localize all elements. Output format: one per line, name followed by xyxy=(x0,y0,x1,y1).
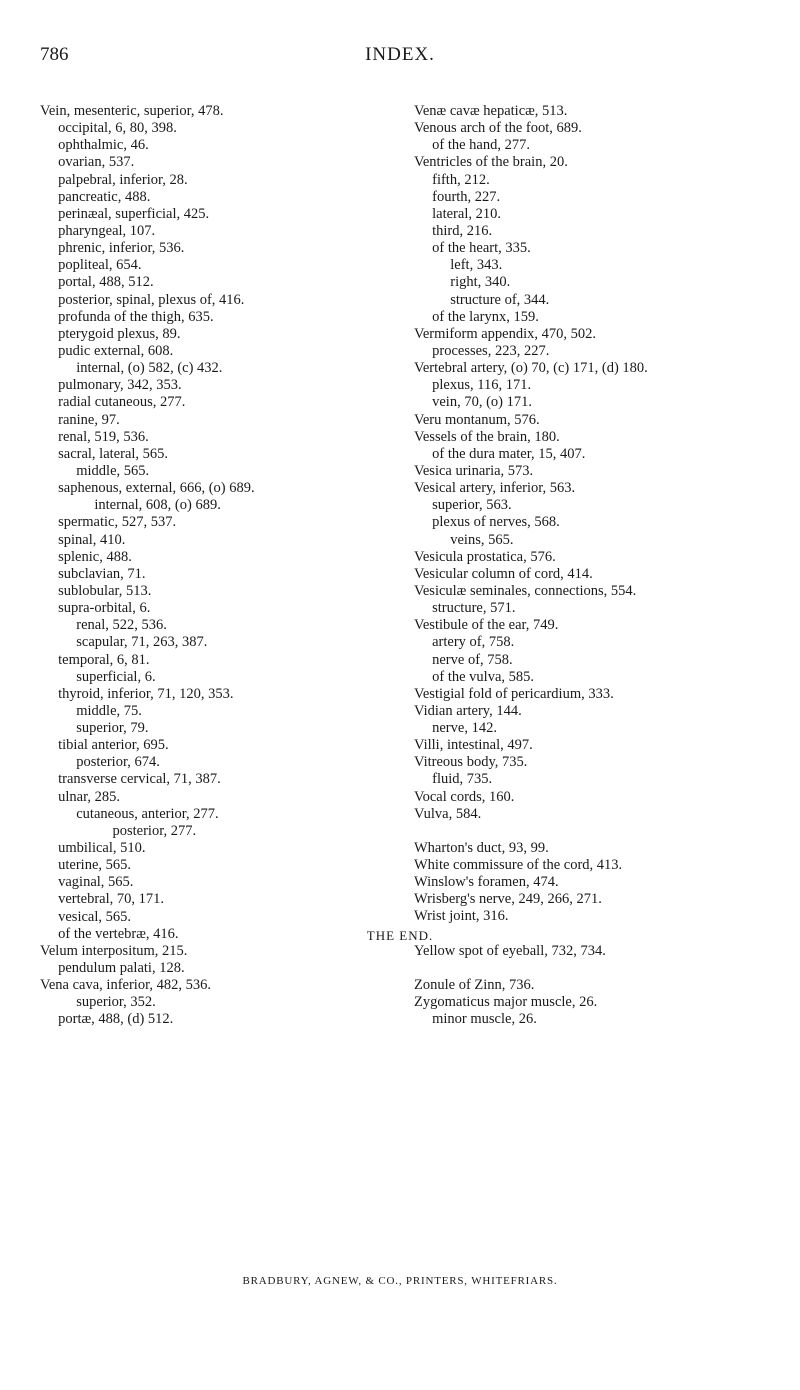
index-entry: palpebral, inferior, 28. xyxy=(40,171,188,188)
index-entry: White commissure of the cord, 413. xyxy=(414,857,623,874)
index-entry: internal, 608, (o) 689. xyxy=(40,497,221,514)
index-entry: fifth, 212. xyxy=(414,171,490,188)
index-entry: superior, 79. xyxy=(40,720,149,737)
index-entry: profunda of the thigh, 635. xyxy=(40,308,214,325)
index-entry: Vesica urinaria, 573. xyxy=(414,462,534,479)
index-entry: Ventricles of the brain, 20. xyxy=(414,154,568,171)
index-entry: sacral, lateral, 565. xyxy=(40,445,169,462)
index-entry: thyroid, inferior, 71, 120, 353. xyxy=(40,685,234,702)
index-entry: spinal, 410. xyxy=(40,531,126,548)
index-entry: Vein, mesenteric, superior, 478. xyxy=(40,103,224,119)
the-end-text: THE END. xyxy=(366,928,434,943)
index-entry: renal, 519, 536. xyxy=(40,428,149,445)
index-entry: vesical, 565. xyxy=(40,908,132,925)
index-entry: Vermiform appendix, 470, 502. xyxy=(414,325,597,342)
index-entry: Vesicular column of cord, 414. xyxy=(414,565,593,582)
index-entry: Vestibule of the ear, 749. xyxy=(414,617,559,634)
index-entry: pendulum palati, 128. xyxy=(40,960,185,977)
index-entry: lateral, 210. xyxy=(414,205,501,222)
index-entry: structure of, 344. xyxy=(414,291,550,308)
index-entry: pharyngeal, 107. xyxy=(40,222,156,239)
index-entry: Vertebral artery, (o) 70, (c) 171, (d) 180. xyxy=(414,360,648,377)
index-entry: nerve of, 758. xyxy=(414,651,513,668)
index-entry: Wrist joint, 316. xyxy=(414,908,509,925)
index-entry: fourth, 227. xyxy=(414,188,501,205)
index-spacer xyxy=(414,823,794,840)
index-entry: vein, 70, (o) 171. xyxy=(414,394,532,411)
index-entry: saphenous, external, 666, (o) 689. xyxy=(40,480,255,497)
index-entry: Vesical artery, inferior, 563. xyxy=(414,480,576,497)
index-entry: posterior, 674. xyxy=(40,754,160,771)
index-entry: Zygomaticus major muscle, 26. xyxy=(414,993,598,1010)
printer-imprint: BRADBURY, AGNEW, & CO., PRINTERS, WHITEFRIARS. xyxy=(242,1275,558,1287)
index-entry: ophthalmic, 46. xyxy=(40,137,149,154)
index-entry: left, 343. xyxy=(414,257,503,274)
index-entry: structure, 571. xyxy=(414,600,516,617)
index-entry: of the larynx, 159. xyxy=(414,308,539,325)
index-entry: of the hand, 277. xyxy=(414,137,530,154)
index-entry: plexus of nerves, 568. xyxy=(414,514,560,531)
index-entry: uterine, 565. xyxy=(40,857,132,874)
index-entry: ovarian, 537. xyxy=(40,154,135,171)
index-entry: plexus, 116, 171. xyxy=(414,377,532,394)
index-entry: posterior, spinal, plexus of, 416. xyxy=(40,291,245,308)
index-entry: Vidian artery, 144. xyxy=(414,702,522,719)
index-entry: Vestigial fold of pericardium, 333. xyxy=(414,685,614,702)
index-entry: Zonule of Zinn, 736. xyxy=(414,976,535,993)
index-entry: minor muscle, 26. xyxy=(414,1011,537,1028)
index-entry: temporal, 6, 81. xyxy=(40,651,150,668)
index-entry: radial cutaneous, 277. xyxy=(40,394,186,411)
index-entry: posterior, 277. xyxy=(40,822,197,839)
index-entry: pterygoid plexus, 89. xyxy=(40,325,181,342)
index-entry: internal, (o) 582, (c) 432. xyxy=(40,360,223,377)
index-entry: veins, 565. xyxy=(414,531,514,548)
index-entry: ulnar, 285. xyxy=(40,788,120,805)
index-entry: Vocal cords, 160. xyxy=(414,788,515,805)
index-entry: sublobular, 513. xyxy=(40,582,152,599)
index-entry: Vena cava, inferior, 482, 536. xyxy=(40,977,211,994)
index-entry: transverse cervical, 71, 387. xyxy=(40,771,221,788)
index-entry: Vessels of the brain, 180. xyxy=(414,428,560,445)
index-entry: Vesicula prostatica, 576. xyxy=(414,548,556,565)
index-column-right xyxy=(414,103,794,1028)
index-entry: subclavian, 71. xyxy=(40,565,146,582)
index-spacer xyxy=(414,960,794,977)
index-entry: phrenic, inferior, 536. xyxy=(40,240,185,257)
index-entry: of the vulva, 585. xyxy=(414,668,535,685)
index-entry: superficial, 6. xyxy=(40,668,156,685)
index-entry: Vitreous body, 735. xyxy=(414,754,528,771)
index-entry: splenic, 488. xyxy=(40,548,132,565)
index-entry: middle, 75. xyxy=(40,702,142,719)
index-entry: umbilical, 510. xyxy=(40,840,146,857)
index-entry: popliteal, 654. xyxy=(40,257,142,274)
index-entry: pudic external, 608. xyxy=(40,342,174,359)
index-entry: Villi, intestinal, 497. xyxy=(414,737,533,754)
index-entry: nerve, 142. xyxy=(414,720,497,737)
index-entry: perinæal, superficial, 425. xyxy=(40,205,210,222)
index-entry: superior, 563. xyxy=(414,497,512,514)
index-entry: occipital, 6, 80, 398. xyxy=(40,120,177,137)
index-entry: scapular, 71, 263, 387. xyxy=(40,634,208,651)
index-entry: supra-orbital, 6. xyxy=(40,600,151,617)
index-entry: pulmonary, 342, 353. xyxy=(40,377,182,394)
running-title: INDEX. xyxy=(365,44,435,65)
index-entry: cutaneous, anterior, 277. xyxy=(40,805,219,822)
index-entry: Wrisberg's nerve, 249, 266, 271. xyxy=(414,891,602,908)
index-entry: of the vertebræ, 416. xyxy=(40,925,179,942)
index-entry: middle, 565. xyxy=(40,462,150,479)
index-entry: third, 216. xyxy=(414,222,493,239)
index-entry: of the dura mater, 15, 407. xyxy=(414,445,586,462)
index-entry: vaginal, 565. xyxy=(40,874,134,891)
index-column-left xyxy=(40,103,400,1029)
index-entry: pancreatic, 488. xyxy=(40,188,151,205)
index-entry: Velum interpositum, 215. xyxy=(40,942,188,959)
index-entry: portæ, 488, (d) 512. xyxy=(40,1011,174,1028)
index-entry: Veru montanum, 576. xyxy=(414,411,540,428)
index-entry: tibial anterior, 695. xyxy=(40,737,169,754)
index-entry: renal, 522, 536. xyxy=(40,617,167,634)
index-entry: portal, 488, 512. xyxy=(40,274,154,291)
index-entry: vertebral, 70, 171. xyxy=(40,891,165,908)
index-entry: Wharton's duct, 93, 99. xyxy=(414,839,549,856)
index-entry: spermatic, 527, 537. xyxy=(40,514,177,531)
index-entry: processes, 223, 227. xyxy=(414,342,550,359)
index-entry: right, 340. xyxy=(414,274,511,291)
page-number: 786 xyxy=(40,44,69,65)
index-entry: Yellow spot of eyeball, 732, 734. xyxy=(414,942,606,959)
index-entry: of the heart, 335. xyxy=(414,240,531,257)
index-entry: Venæ cavæ hepaticæ, 513. xyxy=(414,103,568,119)
index-entry: ranine, 97. xyxy=(40,411,120,428)
index-entry: Vulva, 584. xyxy=(414,805,482,822)
index-entry: superior, 352. xyxy=(40,994,156,1011)
index-entry: Winslow's foramen, 474. xyxy=(414,874,559,891)
index-entry: artery of, 758. xyxy=(414,634,515,651)
index-entry: fluid, 735. xyxy=(414,771,493,788)
index-entry: Venous arch of the foot, 689. xyxy=(414,120,582,137)
index-entry: Vesiculæ seminales, connections, 554. xyxy=(414,582,637,599)
